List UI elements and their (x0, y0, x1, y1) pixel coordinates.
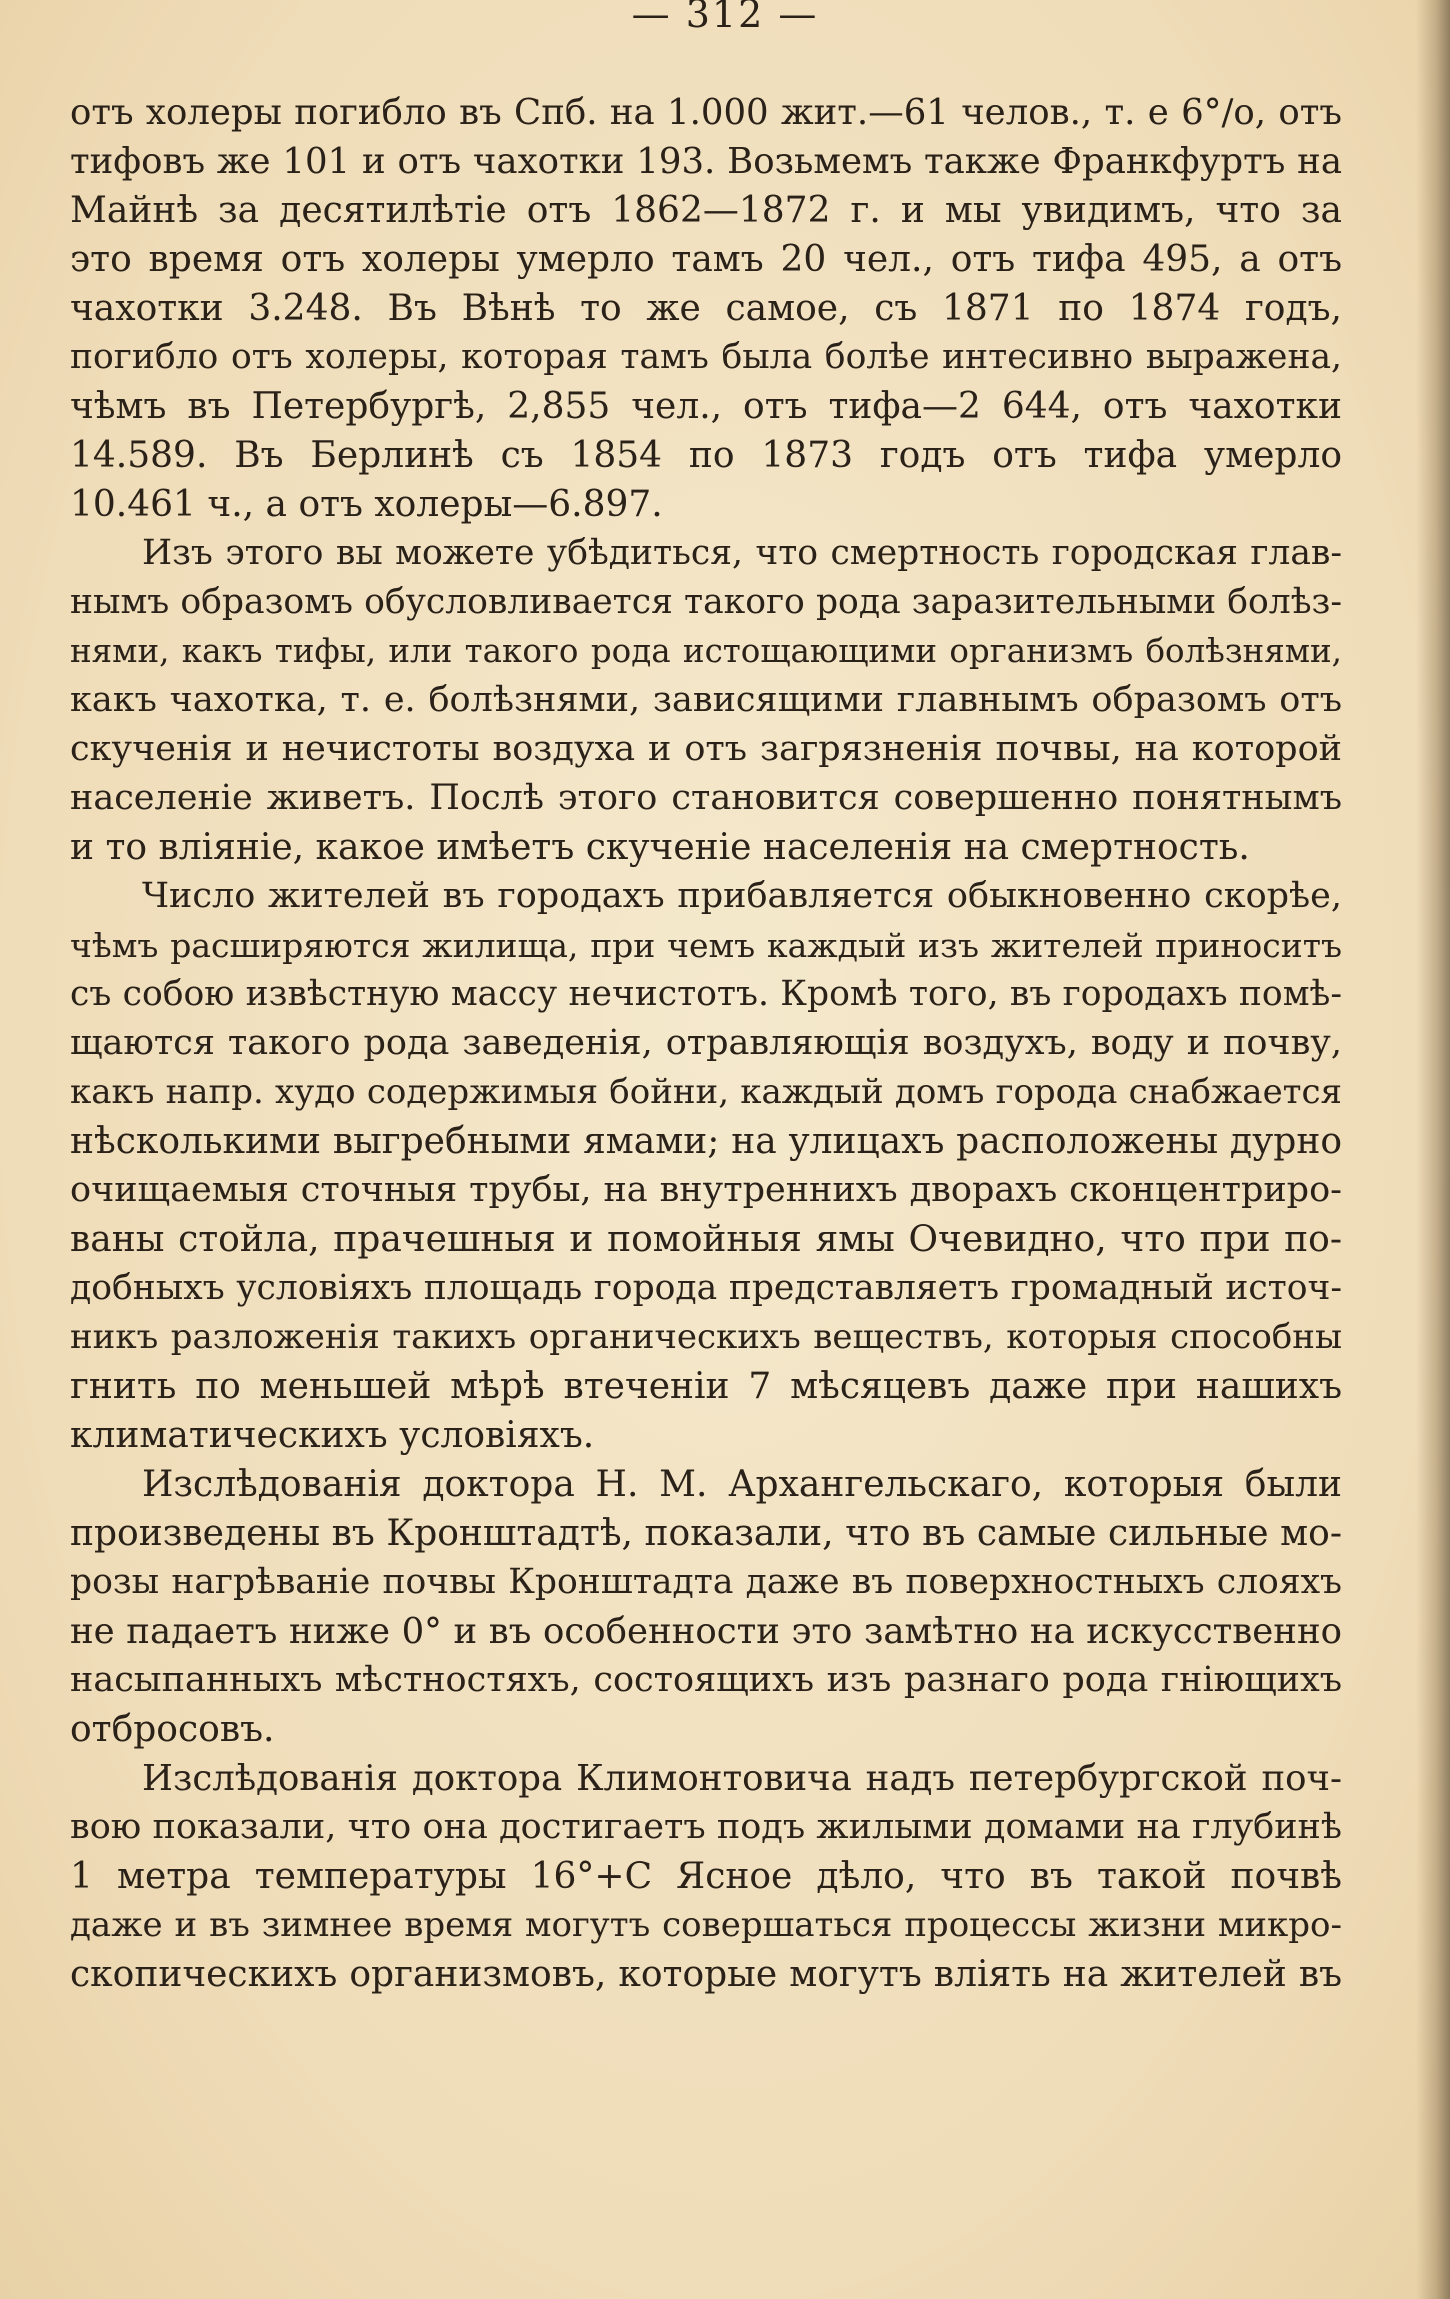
text-line: гнить по меньшей мѣрѣ втеченіи 7 мѣсяцевъ даже при нашихъ (70, 1366, 1342, 1407)
text-line: очищаемыя сточныя трубы, на внутреннихъ дворахъ сконцентриро- (70, 1170, 1342, 1210)
text-line: даже и въ зимнее время могутъ совершаться процессы жизни микро- (70, 1905, 1342, 1945)
text-line: это время отъ холеры умерло тамъ 20 чел., отъ тифа 495, а отъ (70, 239, 1342, 280)
text-line: климатическихъ условіяхъ. (70, 1415, 595, 1456)
text-line: чѣмъ въ Петербургѣ, 2,855 чел., отъ тифа—2 644, отъ чахотки (70, 386, 1342, 427)
text-line: скопическихъ организмовъ, которые могутъ вліять на жителей въ (70, 1954, 1342, 1995)
page-number: — 312 — (631, 0, 819, 36)
text-line: какъ напр. худо содержимыя бойни, каждый домъ города снабжается (70, 1072, 1342, 1112)
text-line: и то вліяніе, какое имѣетъ скученіе населенія на смертность. (70, 827, 1250, 868)
text-line: розы нагрѣваніе почвы Кронштадта даже въ поверхностныхъ слояхъ (70, 1562, 1342, 1602)
paragraph-first-line: Изслѣдованія доктора Климонтовича надъ петербургской поч- (142, 1758, 1342, 1799)
text-line: не падаетъ ниже 0° и въ особенности это замѣтно на искусственно (70, 1611, 1342, 1652)
book-spine-shadow (1416, 0, 1450, 2299)
text-line: вою показали, что она достигаетъ подъ жилыми домами на глубинѣ (70, 1807, 1342, 1847)
paragraph-first-line: Изъ этого вы можете убѣдиться, что смертность городская глав- (142, 533, 1342, 573)
body-text (70, 88, 1342, 1999)
text-line: населеніе живетъ. Послѣ этого становится совершенно понятнымъ (70, 778, 1342, 818)
text-line: отбросовъ. (70, 1709, 275, 1750)
text-line: съ собою извѣстную массу нечистотъ. Кромѣ того, въ городахъ помѣ- (70, 974, 1342, 1014)
text-line: нями, какъ тифы, или такого рода истощающими организмъ болѣзнями, (70, 632, 1342, 670)
text-line: 1 метра температуры 16°+С Ясное дѣло, что въ такой почвѣ (70, 1856, 1342, 1897)
paragraph-first-line: Изслѣдованія доктора Н. М. Архангельскаго, которыя были (142, 1464, 1342, 1505)
text-line: добныхъ условіяхъ площадь города представляетъ громадный источ- (70, 1268, 1342, 1308)
text-line: тифовъ же 101 и отъ чахотки 193. Возьмемъ также Франкфуртъ на (70, 141, 1342, 182)
text-line: Майнѣ за десятилѣтіе отъ 1862—1872 г. и мы увидимъ, что за (70, 190, 1342, 231)
text-line: щаются такого рода заведенія, отравляющія воздухъ, воду и почву, (70, 1023, 1342, 1063)
paragraph-first-line: Число жителей въ городахъ прибавляется обыкновенно скорѣе, (142, 876, 1342, 916)
text-line: произведены въ Кронштадтѣ, показали, что въ самые сильные мо- (70, 1513, 1342, 1554)
text-line: насыпанныхъ мѣстностяхъ, состоящихъ изъ разнаго рода гніющихъ (70, 1660, 1342, 1700)
text-line: погибло отъ холеры, которая тамъ была болѣе интесивно выражена, (70, 337, 1342, 377)
text-line: какъ чахотка, т. е. болѣзнями, зависящими главнымъ образомъ отъ (70, 680, 1342, 720)
text-line: нымъ образомъ обусловливается такого рода заразительными болѣз- (70, 582, 1342, 622)
text-line: нѣсколькими выгребными ямами; на улицахъ расположены дурно (70, 1121, 1342, 1162)
text-line: чѣмъ расширяются жилища, при чемъ каждый изъ жителей приноситъ (70, 926, 1342, 965)
text-line: чахотки 3.248. Въ Вѣнѣ то же самое, съ 1871 по 1874 годъ, (70, 288, 1342, 329)
text-line: ваны стойла, прачешныя и помойныя ямы Очевидно, что при по- (70, 1219, 1342, 1260)
text-line: 14.589. Въ Берлинѣ съ 1854 по 1873 годъ отъ тифа умерло (70, 435, 1342, 476)
text-line: никъ разложенія такихъ органическихъ веществъ, которыя способны (70, 1317, 1342, 1357)
text-line: 10.461 ч., а отъ холеры—6.897. (70, 484, 663, 525)
text-line: скученія и нечистоты воздуха и отъ загрязненія почвы, на которой (70, 729, 1342, 769)
text-line: отъ холеры погибло въ Спб. на 1.000 жит.—61 челов., т. е 6°/о, отъ (70, 92, 1342, 133)
